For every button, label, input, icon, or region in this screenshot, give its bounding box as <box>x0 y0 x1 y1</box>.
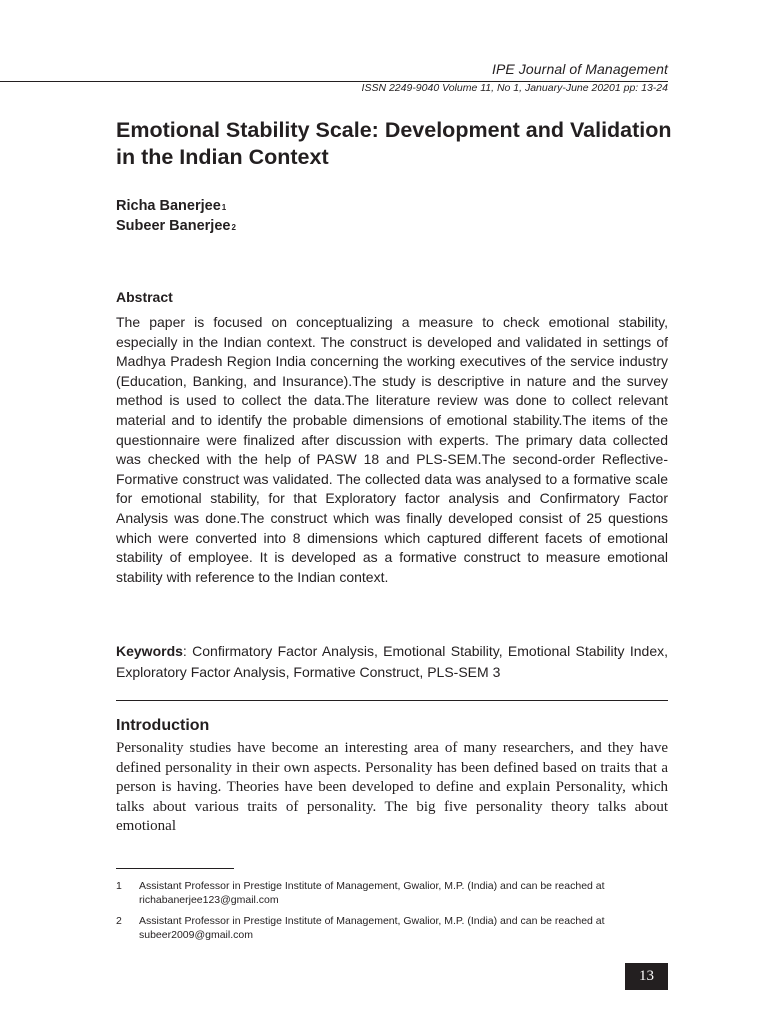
author-name: Richa Banerjee <box>116 198 221 214</box>
footnote <box>116 879 668 907</box>
footnote-number: 2 <box>116 915 122 927</box>
keywords-list: : Confirmatory Factor Analysis, Emotional Stability, Emotional Stability Index, Exploratory Factor Analysis, Formative Construct, PLS-SEM 3 <box>116 643 668 680</box>
issn-line: ISSN 2249-9040 Volume 11, No 1, January-June 20201 pp: 13-24 <box>361 82 668 94</box>
keywords-label: Keywords <box>116 643 183 659</box>
author-footnote-mark: 2 <box>231 222 236 232</box>
keywords-paragraph <box>116 641 668 682</box>
footnote-rule <box>116 868 234 869</box>
abstract-text: The paper is focused on conceptualizing a measure to check emotional stability, especially in the Indian context. The construct is developed and validated in settings of Madhya Pradesh Region India concerning the working executives of the service industry (Education, Banking, and Insurance).The study is descriptive in nature and the survey method is used to collect the data.The literature review was done to collect relevant material and to identify the probable dimensions of emotional stability.The items of the questionnaire were finalized after discussion with experts. The primary data collected was checked with the help of PASW 18 and PLS-SEM.The second-order Reflective-Formative construct was validated. The collected data was analysed to a formative scale for emotional stability, for that Exploratory factor analysis and Confirmatory Factor Analysis was done.The construct which was finally developed consist of 25 questions which were converted into 8 dimensions which captured different facets of emotional stability of employee. It is developed as a formative construct to measure emotional stability with reference to the Indian context. <box>116 314 668 585</box>
footnote <box>116 914 668 942</box>
introduction-heading: Introduction <box>116 717 210 734</box>
author <box>116 197 236 217</box>
author-footnote-mark: 1 <box>221 203 227 212</box>
introduction-text: Personality studies have become an interesting area of many researchers, and they have defined personality in their own aspects. Personality has been defined based on traits that a person is having. Theories have been developed to define and explain Personality, which talks about various traits of personality. The big five personality theory talks about emotional <box>116 740 668 835</box>
footnote-text: Assistant Professor in Prestige Institute of Management, Gwalior, M.P. (India) and can be reached at subeer2009@gmail.com <box>139 915 605 941</box>
footnote-text: Assistant Professor in Prestige Institute of Management, Gwalior, M.P. (India) and can be reached at richabanerjee123@gmail.com <box>139 880 605 906</box>
page-number: 13 <box>625 963 668 990</box>
author-name: Subeer Banerjee <box>116 217 231 234</box>
journal-name: IPE Journal of Management <box>491 61 668 77</box>
author <box>116 217 236 237</box>
section-divider <box>116 700 668 701</box>
running-head <box>0 0 768 100</box>
abstract-heading: Abstract <box>116 289 173 305</box>
article-title: Emotional Stability Scale: Development and Validation in the Indian Context <box>116 118 672 169</box>
author-list <box>116 197 236 236</box>
footnote-number: 1 <box>116 880 122 892</box>
